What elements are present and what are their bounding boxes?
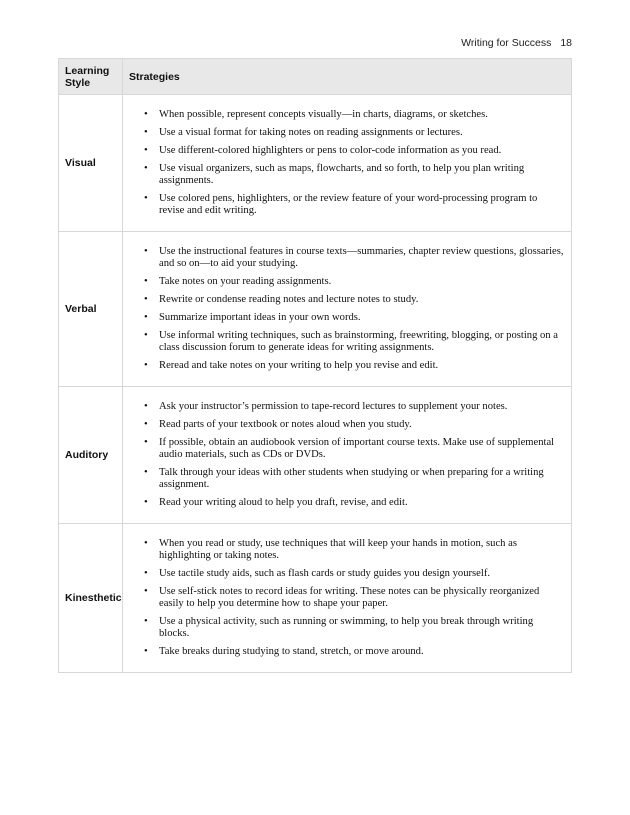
strategy-item: • Read parts of your textbook or notes aloud when you study. <box>135 419 565 431</box>
strategy-item: • If possible, obtain an audiobook version of important course texts. Make use of supplemental audio materials, such as CDs or DVDs. <box>135 437 565 461</box>
strategy-list <box>135 401 565 509</box>
page-number: 18 <box>560 37 572 49</box>
strategy-item: • Use colored pens, highlighters, or the review feature of your word-processing program to revise and edit writing. <box>135 193 565 217</box>
strategy-item: • Use tactile study aids, such as flash cards or study guides you design yourself. <box>135 568 565 580</box>
running-header <box>461 37 572 49</box>
strategies-cell <box>123 387 572 524</box>
strategies-cell <box>123 95 572 232</box>
strategy-item: • Use self-stick notes to record ideas for writing. These notes can be physically reorganized easily to help you determine how to shape your paper. <box>135 586 565 610</box>
strategies-cell <box>123 232 572 387</box>
strategy-item: • Reread and take notes on your writing to help you revise and edit. <box>135 360 565 372</box>
strategy-item: • Take breaks during studying to stand, stretch, or move around. <box>135 646 565 658</box>
strategy-list <box>135 246 565 372</box>
running-title: Writing for Success <box>461 37 552 49</box>
strategy-item: • Read your writing aloud to help you draft, revise, and edit. <box>135 497 565 509</box>
table-row <box>59 95 572 232</box>
learning-style-cell: Verbal <box>59 232 123 387</box>
table-header-row <box>59 59 572 95</box>
strategy-item: • Take notes on your reading assignments. <box>135 276 565 288</box>
strategy-item: • Use the instructional features in course texts—summaries, chapter review questions, glossaries, and so on—to aid your studying. <box>135 246 565 270</box>
strategy-item: • Summarize important ideas in your own words. <box>135 312 565 324</box>
header-strategies: Strategies <box>123 59 572 95</box>
table-row <box>59 524 572 673</box>
strategy-item: • Use different-colored highlighters or pens to color-code information as you read. <box>135 145 565 157</box>
learning-styles-table <box>58 58 572 673</box>
learning-style-cell: Visual <box>59 95 123 232</box>
header-learning-style: Learning Style <box>59 59 123 95</box>
strategy-item: • Ask your instructor’s permission to tape-record lectures to supplement your notes. <box>135 401 565 413</box>
strategy-item: • When you read or study, use techniques that will keep your hands in motion, such as highlighting or taking notes. <box>135 538 565 562</box>
strategies-cell <box>123 524 572 673</box>
strategy-item: • When possible, represent concepts visually—in charts, diagrams, or sketches. <box>135 109 565 121</box>
learning-style-cell: Auditory <box>59 387 123 524</box>
learning-style-cell: Kinesthetic <box>59 524 123 673</box>
strategy-item: • Use informal writing techniques, such as brainstorming, freewriting, blogging, or posting on a class discussion forum to generate ideas for writing assignments. <box>135 330 565 354</box>
strategy-item: • Use a physical activity, such as running or swimming, to help you break through writing blocks. <box>135 616 565 640</box>
table-row <box>59 232 572 387</box>
strategy-item: • Use a visual format for taking notes on reading assignments or lectures. <box>135 127 565 139</box>
strategy-item: • Rewrite or condense reading notes and lecture notes to study. <box>135 294 565 306</box>
table-row <box>59 387 572 524</box>
strategy-item: • Talk through your ideas with other students when studying or when preparing for a writing assignment. <box>135 467 565 491</box>
strategy-item: • Use visual organizers, such as maps, flowcharts, and so forth, to help you plan writing assignments. <box>135 163 565 187</box>
strategy-list <box>135 109 565 217</box>
table-body <box>59 95 572 673</box>
strategy-list <box>135 538 565 658</box>
